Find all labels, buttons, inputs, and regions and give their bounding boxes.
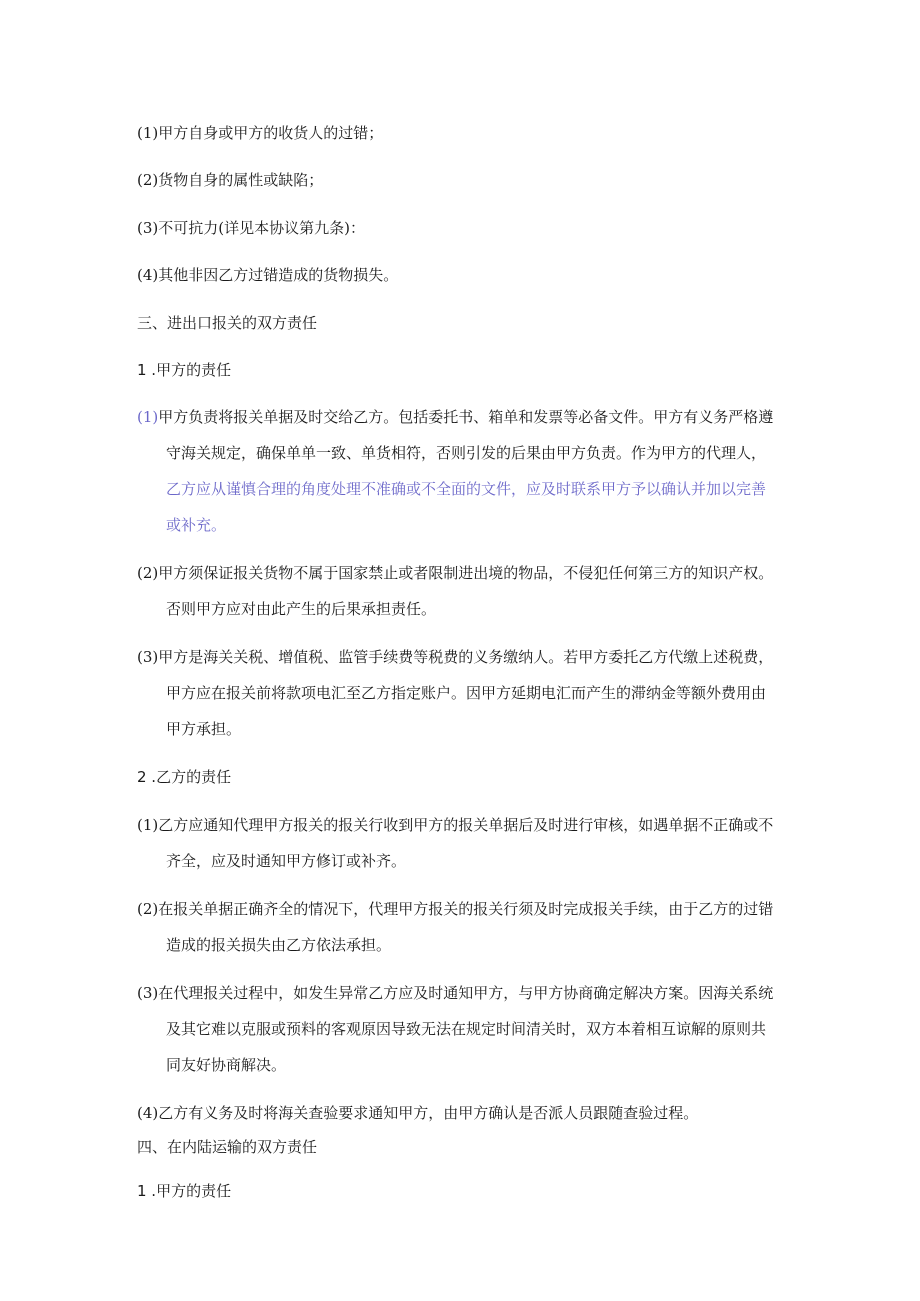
clause-item: (2)在报关单据正确齐全的情况下，代理甲方报关的报关行须及时完成报关手续，由于乙方的过错 bbox=[137, 900, 774, 918]
clause-item: (1)甲方自身或甲方的收货人的过错； bbox=[137, 124, 384, 142]
clause-continuation: 甲方承担。 bbox=[166, 720, 242, 738]
clause-continuation: 同友好协商解决。 bbox=[166, 1056, 287, 1074]
clause-item: (2)货物自身的属性或缺陷； bbox=[137, 171, 324, 189]
subsection-heading: 2 .乙方的责任 bbox=[137, 768, 232, 786]
clause-item: (4)乙方有义务及时将海关查验要求通知甲方，由甲方确认是否派人员跟随查验过程。 bbox=[137, 1104, 699, 1122]
clause-item: (2)甲方须保证报关货物不属于国家禁止或者限制进出境的物品，不侵犯任何第三方的知识产权。 bbox=[137, 564, 774, 582]
clause-item: (1)乙方应通知代理甲方报关的报关行收到甲方的报关单据后及时进行审核，如遇单据不正确或不 bbox=[137, 816, 774, 834]
clause-continuation: 齐全，应及时通知甲方修订或补齐。 bbox=[166, 852, 407, 870]
subsection-heading: 1 .甲方的责任 bbox=[137, 361, 232, 379]
clause-continuation: 或补充。 bbox=[166, 516, 227, 534]
clause-continuation: 甲方应在报关前将款项电汇至乙方指定账户。因甲方延期电汇而产生的滞纳金等额外费用由 bbox=[166, 684, 767, 702]
clause-item: (3)甲方是海关关税、增值税、监管手续费等税费的义务缴纳人。若甲方委托乙方代缴上述税费， bbox=[137, 648, 774, 666]
clause-item: (4)其他非因乙方过错造成的货物损失。 bbox=[137, 266, 399, 284]
clause-item bbox=[137, 407, 773, 427]
clause-item: (3)在代理报关过程中，如发生异常乙方应及时通知甲方，与甲方协商确定解决方案。因海关系统 bbox=[137, 984, 774, 1002]
clause-marker: (1) bbox=[137, 408, 159, 426]
section-heading: 四、在内陆运输的双方责任 bbox=[137, 1138, 318, 1156]
clause-continuation: 守海关规定，确保单单一致、单货相符，否则引发的后果由甲方负责。作为甲方的代理人， bbox=[166, 444, 767, 462]
clause-continuation: 乙方应从谨慎合理的角度处理不准确或不全面的文件，应及时联系甲方予以确认并加以完善 bbox=[166, 480, 767, 498]
section-heading: 三、进出口报关的双方责任 bbox=[137, 314, 318, 332]
clause-text: 甲方负责将报关单据及时交给乙方。包括委托书、箱单和发票等必备文件。甲方有义务严格遵 bbox=[158, 408, 774, 426]
clause-continuation: 及其它难以克服或预料的客观原因导致无法在规定时间清关时，双方本着相互谅解的原则共 bbox=[166, 1020, 767, 1038]
clause-continuation: 否则甲方应对由此产生的后果承担责任。 bbox=[166, 600, 437, 618]
clause-item: (3)不可抗力(详见本协议第九条)： bbox=[137, 219, 365, 237]
clause-continuation: 造成的报关损失由乙方依法承担。 bbox=[166, 936, 392, 954]
subsection-heading: 1 .甲方的责任 bbox=[137, 1182, 232, 1200]
